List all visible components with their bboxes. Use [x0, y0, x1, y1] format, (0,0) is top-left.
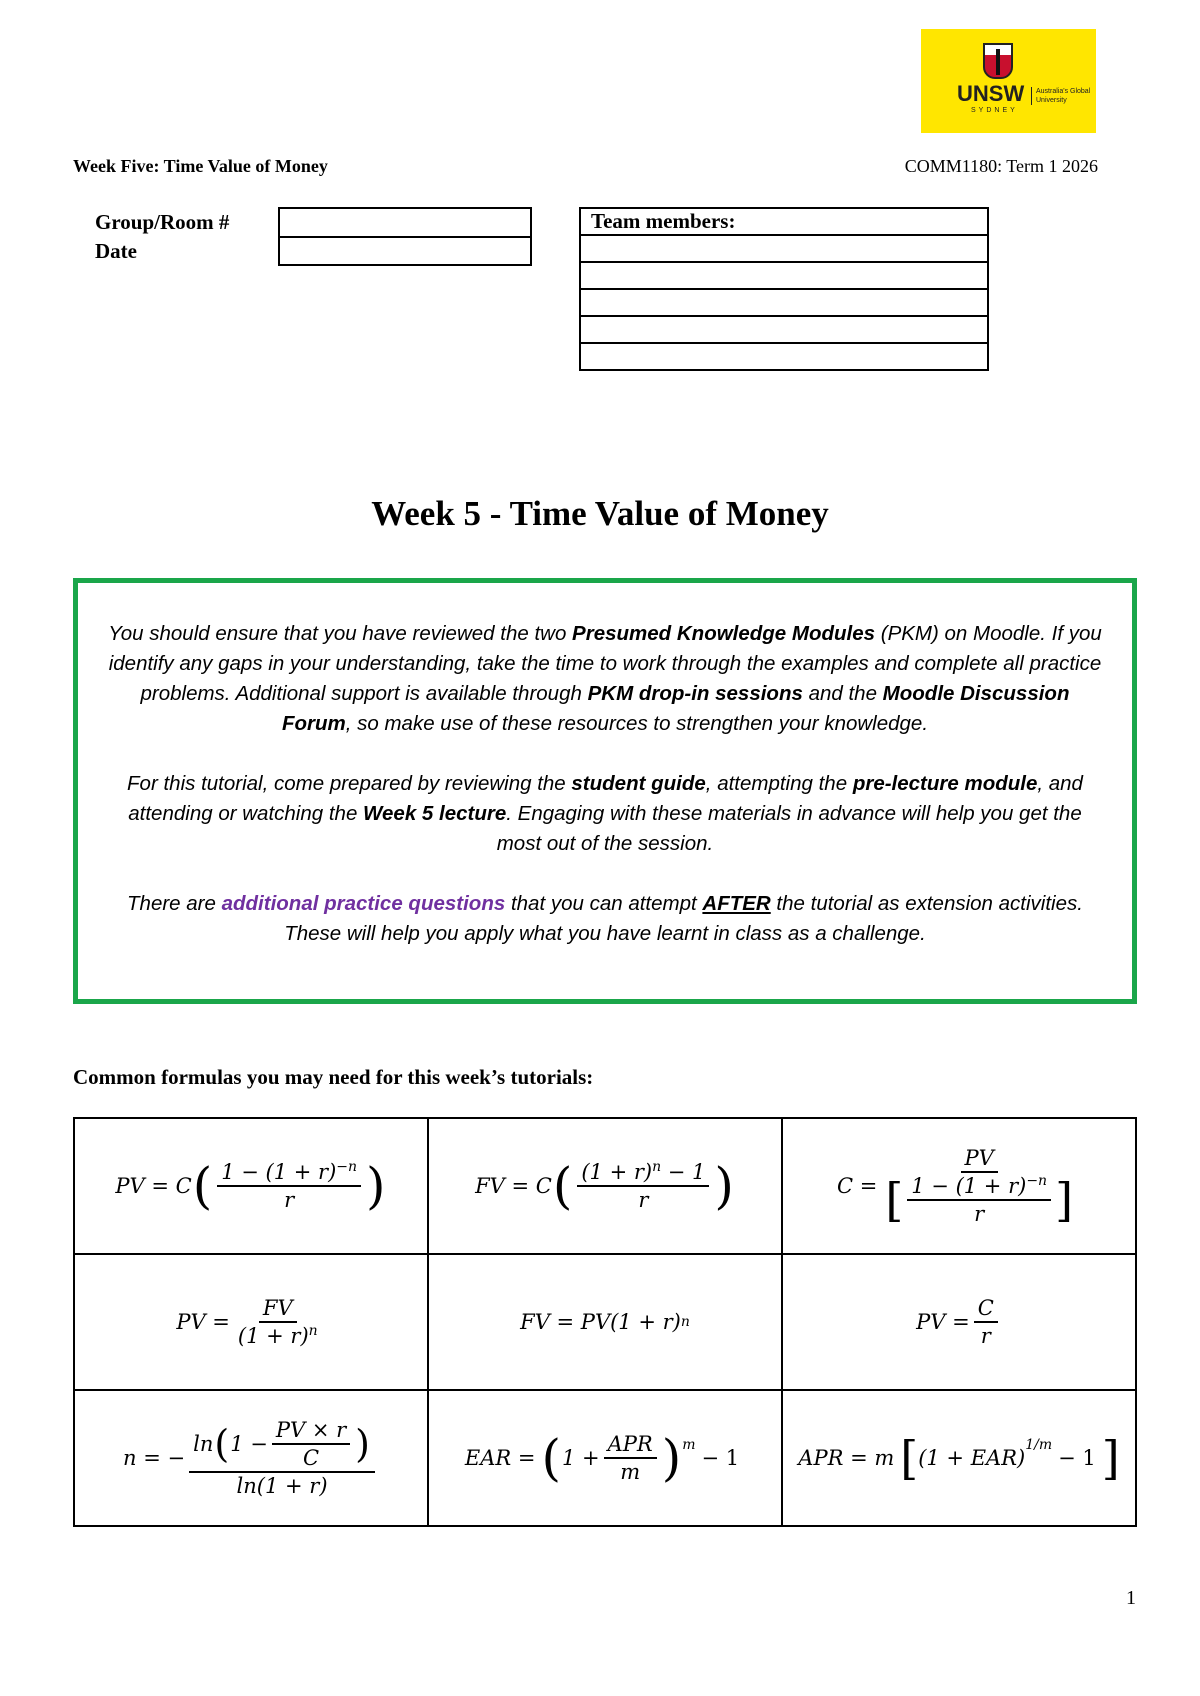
formula-c-annuity: C = PV [ $\frac{1 - (1 + r)^{-n}}{r}$ ] — [782, 1118, 1136, 1254]
team-member-row-5[interactable] — [580, 343, 988, 370]
team-members-label: Team members: — [580, 208, 988, 235]
formula-n-annuity: n = − ln ( 1 − $\frac{PV \times r}{C}$ ) ln(1 + r) — [74, 1390, 428, 1526]
unsw-crest-icon — [983, 43, 1013, 79]
notice-paragraph-2: For this tutorial, come prepared by reviewing the student guide, attempting the pre-lecture module, and attending or watching the Week 5 lecture. Engaging with these materials in advance will help you get the most out of the session. — [127, 772, 1083, 855]
formula-table — [73, 1117, 1137, 1527]
date-label: Date — [95, 239, 137, 263]
group-room-field[interactable] — [278, 207, 532, 238]
logo-word: UNSW — [957, 81, 1025, 106]
formula-pv-single: PV = $\frac{FV}{(1 + r)^n}$ — [74, 1254, 428, 1390]
logo-tagline: Australia's Global University — [1031, 87, 1092, 105]
date-field[interactable] — [278, 236, 532, 266]
notice-box — [73, 578, 1137, 1004]
formula-apr: APR = m [ (1 + EAR) $^{1/m}$ − 1 ] — [782, 1390, 1136, 1526]
formula-fv-single: FV = PV(1 + r) n — [428, 1254, 782, 1390]
team-members-table — [579, 207, 989, 371]
team-member-row-2[interactable] — [580, 262, 988, 289]
header-course: COMM1180: Term 1 2026 — [904, 156, 1098, 176]
formula-pv-perpetuity: PV = $\frac{C}{r}$ — [782, 1254, 1136, 1390]
notice-paragraph-1: You should ensure that you have reviewed the two Presumed Knowledge Modules (PKM) on Moodle. If you identify any gaps in your understanding, take the time to work through the examples and complete all practice problems. Additional support is available through PKM drop-in sessions and the Moodle Discussion Forum, so make use of these resources to strengthen your knowledge. — [108, 622, 1102, 735]
group-room-label: Group/Room # — [95, 210, 230, 234]
page-title: Week 5 - Time Value of Money — [371, 494, 829, 533]
formulas-heading: Common formulas you may need for this week’s tutorials: — [73, 1065, 594, 1089]
unsw-logo — [921, 29, 1096, 133]
page-number: 1 — [1126, 1587, 1136, 1609]
team-member-row-1[interactable] — [580, 235, 988, 262]
formula-fv-annuity: FV = C ( $\frac{(1 + r)^n - 1}{r}$ ) — [428, 1118, 782, 1254]
formula-ear: EAR = ( 1 + $\frac{\text{APR}}{m}$ ) $^m$ − 1 — [428, 1390, 782, 1526]
header-week: Week Five: Time Value of Money — [73, 156, 328, 176]
logo-sub: SYDNEY — [971, 107, 1018, 114]
team-member-row-3[interactable] — [580, 289, 988, 316]
additional-practice-link[interactable]: additional practice questions — [221, 892, 506, 915]
notice-paragraph-3: There are additional practice questions that you can attempt AFTER the tutorial as extension activities. These will help you apply what you have learnt in class as a challenge. — [127, 892, 1083, 945]
team-member-row-4[interactable] — [580, 316, 988, 343]
formula-pv-annuity: PV = C ( $\frac{1 - (1 + r)^{-n}}{r}$ ) — [74, 1118, 428, 1254]
